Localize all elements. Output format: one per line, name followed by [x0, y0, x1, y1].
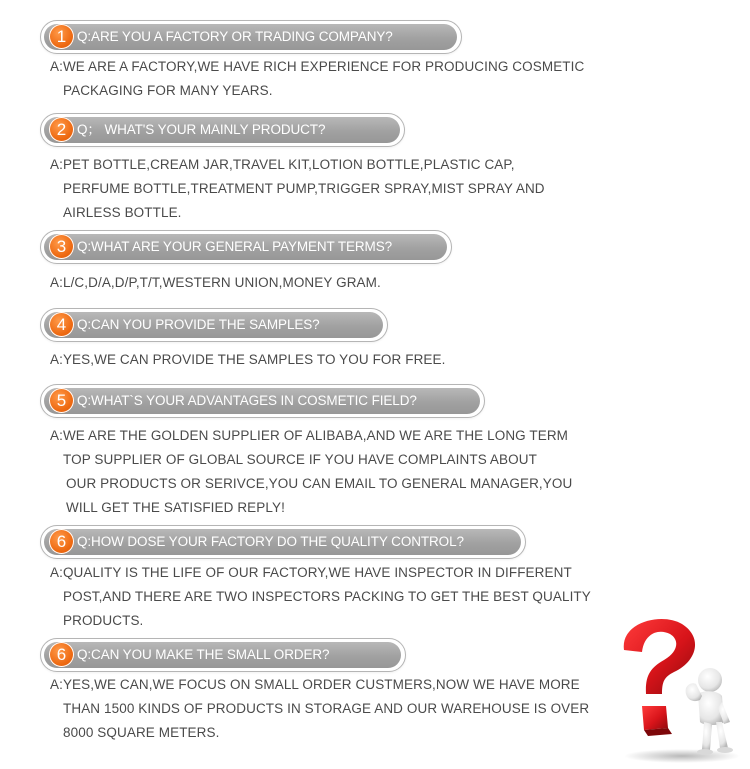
answer-line: WILL GET THE SATISFIED REPLY! [66, 500, 285, 515]
question-number-badge: 4 [49, 312, 74, 337]
answer-line: TOP SUPPLIER OF GLOBAL SOURCE IF YOU HAVE COMPLAINTS ABOUT [63, 452, 537, 467]
answer-line: A:PET BOTTLE,CREAM JAR,TRAVEL KIT,LOTION BOTTLE,PLASTIC CAP, [50, 157, 515, 172]
question-text: Q:WHAT ARE YOUR GENERAL PAYMENT TERMS? [77, 239, 393, 254]
question-7 [40, 638, 406, 672]
question-text: Q； WHAT'S YOUR MAINLY PRODUCT? [77, 122, 326, 137]
question-3 [40, 230, 452, 264]
answer-line: POST,AND THERE ARE TWO INSPECTORS PACKING TO GET THE BEST QUALITY [63, 589, 591, 604]
question-1 [40, 20, 462, 54]
answer-line: A:YES,WE CAN PROVIDE THE SAMPLES TO YOU FOR FREE. [50, 352, 446, 367]
answer-line: A:QUALITY IS THE LIFE OF OUR FACTORY,WE HAVE INSPECTOR IN DIFFERENT [50, 565, 572, 580]
question-4 [40, 308, 388, 342]
question-text: Q:ARE YOU A FACTORY OR TRADING COMPANY? [77, 29, 393, 44]
question-mark-person-icon [612, 610, 740, 765]
question-6 [40, 525, 526, 559]
question-2 [40, 113, 405, 147]
question-number-badge: 3 [49, 234, 74, 259]
answer-line: PRODUCTS. [63, 613, 144, 628]
question-number-badge: 6 [49, 642, 74, 667]
answer-line: PERFUME BOTTLE,TREATMENT PUMP,TRIGGER SPRAY,MIST SPRAY AND [63, 181, 545, 196]
answer-line: OUR PRODUCTS OR SERIVCE,YOU CAN EMAIL TO GENERAL MANAGER,YOU [66, 476, 573, 491]
question-number-badge: 2 [49, 117, 74, 142]
question-number-badge: 6 [49, 529, 74, 554]
answer-line: A:YES,WE CAN,WE FOCUS ON SMALL ORDER CUSTMERS,NOW WE HAVE MORE [50, 677, 580, 692]
answer-line: PACKAGING FOR MANY YEARS. [63, 83, 273, 98]
question-text: Q:HOW DOSE YOUR FACTORY DO THE QUALITY CONTROL? [77, 534, 464, 549]
answer-line: A:WE ARE A FACTORY,WE HAVE RICH EXPERIENCE FOR PRODUCING COSMETIC [50, 59, 585, 74]
question-number-badge: 5 [49, 388, 74, 413]
question-text: Q:CAN YOU PROVIDE THE SAMPLES? [77, 317, 320, 332]
answer-line: A:WE ARE THE GOLDEN SUPPLIER OF ALIBABA,AND WE ARE THE LONG TERM [50, 428, 569, 443]
answer-line: A:L/C,D/A,D/P,T/T,WESTERN UNION,MONEY GRAM. [50, 275, 381, 290]
answer-line: THAN 1500 KINDS OF PRODUCTS IN STORAGE AND OUR WAREHOUSE IS OVER [63, 701, 590, 716]
answer-line: 8000 SQUARE METERS. [63, 725, 220, 740]
question-number-badge: 1 [49, 24, 74, 49]
question-text: Q:CAN YOU MAKE THE SMALL ORDER? [77, 647, 330, 662]
answer-line: AIRLESS BOTTLE. [63, 205, 182, 220]
question-5 [40, 384, 485, 418]
question-text: Q:WHAT`S YOUR ADVANTAGES IN COSMETIC FIELD? [77, 393, 417, 408]
